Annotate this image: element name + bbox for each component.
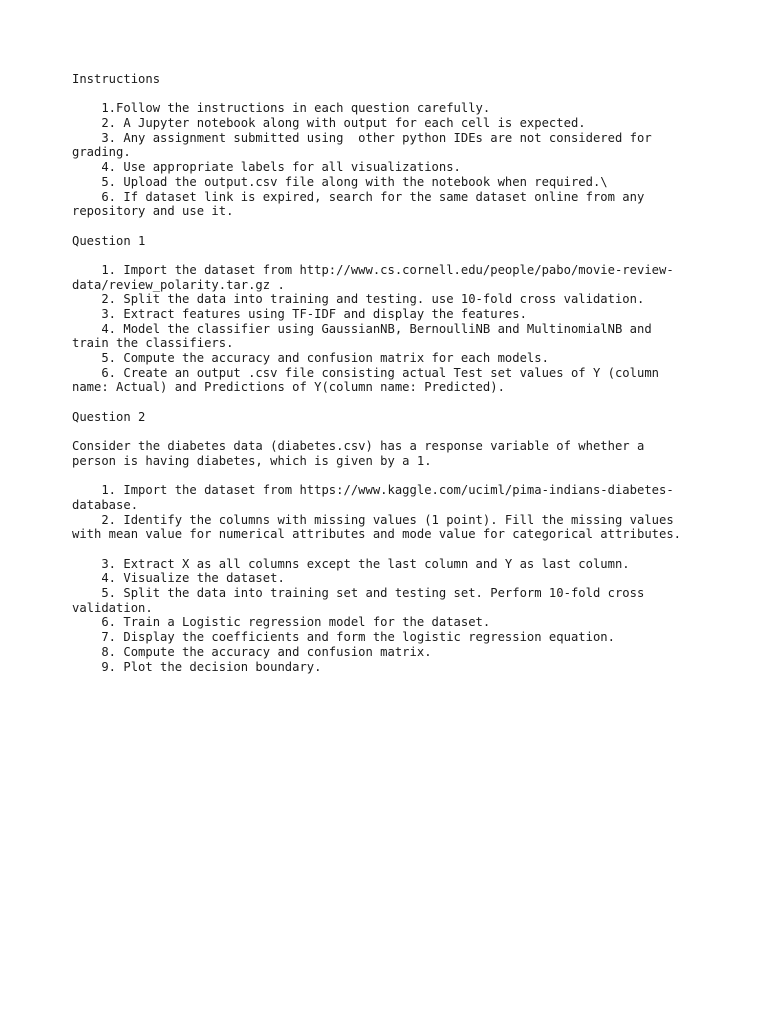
blank-line: [72, 395, 712, 410]
q1-item-4: 4. Model the classifier using GaussianNB, BernoulliNB and MultinomialNB and: [72, 321, 652, 336]
instruction-item-3-cont: grading.: [72, 145, 131, 160]
blank-line: [72, 425, 712, 440]
blank-line: [72, 248, 712, 263]
q1-item-6: 6. Create an output .csv file consisting actual Test set values of Y (column: [72, 365, 659, 380]
heading-instructions: Instructions: [72, 72, 161, 86]
q2-item-1-cont: database.: [72, 497, 139, 512]
instruction-item-5: 5. Upload the output.csv file along with the notebook when required.\: [72, 174, 608, 189]
q2-item-4: 4. Visualize the dataset.: [72, 571, 285, 586]
instruction-item-3: 3. Any assignment submitted using other python IDEs are not considered for: [72, 130, 652, 145]
q2-item-8: 8. Compute the accuracy and confusion matrix.: [72, 644, 432, 659]
blank-line: [72, 542, 712, 557]
document-body: [72, 72, 712, 674]
q1-item-1-cont: data/review_polarity.tar.gz .: [72, 277, 285, 292]
instruction-item-6-cont: repository and use it.: [72, 204, 234, 219]
q1-item-6-cont: name: Actual) and Predictions of Y(column name: Predicted).: [72, 380, 505, 395]
q2-intro: Consider the diabetes data (diabetes.csv) has a response variable of whether a: [72, 439, 645, 454]
heading-question-1: Question 1: [72, 233, 146, 248]
blank-line: [72, 87, 712, 102]
q2-intro-cont: person is having diabetes, which is given by a 1.: [72, 453, 432, 468]
q2-item-5: 5. Split the data into training set and testing set. Perform 10-fold cross: [72, 586, 645, 601]
blank-line: [72, 469, 712, 484]
q1-item-3: 3. Extract features using TF-IDF and display the features.: [72, 307, 527, 321]
instruction-item-1: 1.Follow the instructions in each question carefully.: [72, 101, 491, 116]
instruction-item-4: 4. Use appropriate labels for all visualizations.: [72, 160, 461, 175]
q2-item-6: 6. Train a Logistic regression model for the dataset.: [72, 615, 491, 630]
instruction-item-2: 2. A Jupyter notebook along with output for each cell is expected.: [72, 116, 586, 131]
heading-question-2: Question 2: [72, 409, 146, 424]
q2-item-3: 3. Extract X as all columns except the last column and Y as last column.: [72, 556, 630, 571]
q1-item-4-cont: train the classifiers.: [72, 336, 234, 351]
q2-item-2-cont: with mean value for numerical attributes and mode value for categorical attributes.: [72, 527, 682, 542]
blank-line: [72, 219, 712, 234]
q2-item-7: 7. Display the coefficients and form the logistic regression equation.: [72, 630, 615, 645]
instruction-item-6: 6. If dataset link is expired, search for the same dataset online from any: [72, 189, 645, 204]
q2-item-1: 1. Import the dataset from https://www.kaggle.com/uciml/pima-indians-diabetes-: [72, 483, 674, 498]
q2-item-2: 2. Identify the columns with missing values (1 point). Fill the missing values: [72, 512, 674, 527]
q1-item-5: 5. Compute the accuracy and confusion matrix for each models.: [72, 351, 549, 366]
q2-item-5-cont: validation.: [72, 600, 153, 615]
q2-item-9: 9. Plot the decision boundary.: [72, 659, 322, 674]
q1-item-1: 1. Import the dataset from http://www.cs.cornell.edu/people/pabo/movie-review-: [72, 262, 674, 277]
q1-item-2: 2. Split the data into training and testing. use 10-fold cross validation.: [72, 292, 645, 307]
